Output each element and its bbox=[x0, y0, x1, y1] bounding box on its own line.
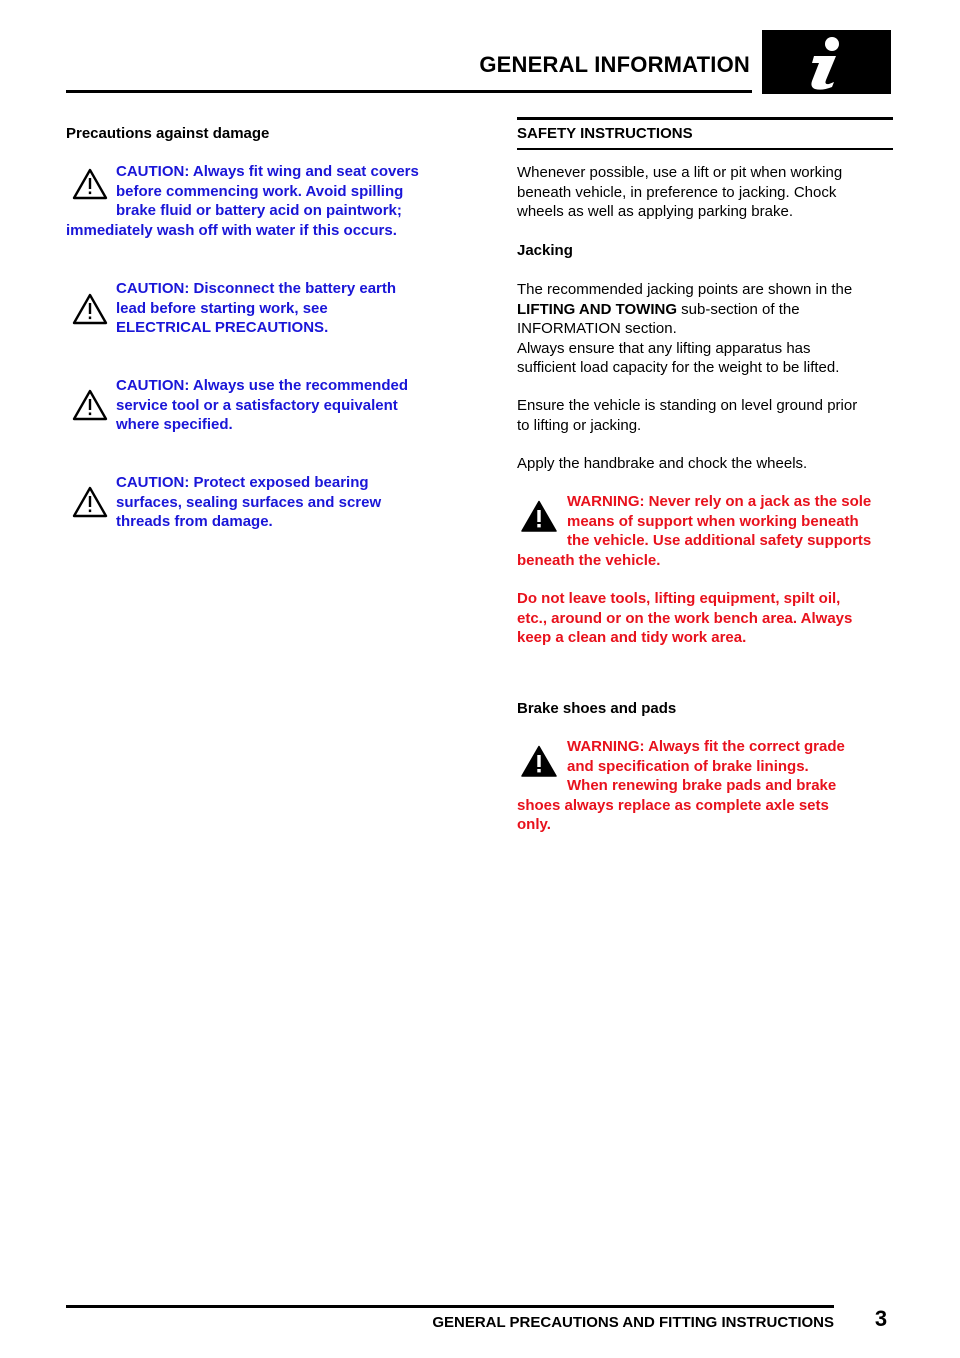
warning-1-line: beneath the vehicle. bbox=[517, 551, 661, 569]
caution-1-line: brake fluid or battery acid on paintwork; bbox=[116, 202, 402, 219]
brake-shoes-heading: Brake shoes and pads bbox=[517, 700, 677, 717]
lifting-towing-reference: LIFTING AND TOWING bbox=[517, 300, 677, 318]
caution-1-line: before commencing work. Avoid spilling bbox=[116, 182, 404, 200]
caution-4-line: surfaces, sealing surfaces and screw bbox=[116, 493, 382, 511]
text-line: wheels as well as applying parking brake. bbox=[517, 203, 793, 220]
text-line: The recommended jacking points are shown in the bbox=[517, 281, 853, 298]
warning-text-line: etc., around or on the work bench area. Always bbox=[517, 609, 853, 627]
jacking-paragraph-2 bbox=[517, 396, 897, 435]
section-rule-top bbox=[517, 117, 893, 120]
caution-3-line: CAUTION: Always use the recommended bbox=[116, 377, 409, 394]
warning-1-line: WARNING: Never rely on a jack as the sole bbox=[567, 493, 872, 510]
warning-2 bbox=[517, 737, 902, 835]
text-line: Whenever possible, use a lift or pit when working bbox=[517, 164, 843, 181]
caution-2-line: CAUTION: Disconnect the battery earth bbox=[116, 280, 397, 297]
text-line: to lifting or jacking. bbox=[517, 416, 642, 434]
text-line bbox=[517, 300, 897, 320]
section-rule-bottom bbox=[517, 148, 893, 150]
caution-4 bbox=[66, 473, 466, 532]
caution-2-line: lead before starting work, see bbox=[116, 299, 328, 317]
header-rule bbox=[66, 90, 752, 93]
caution-4-line: threads from damage. bbox=[116, 513, 273, 530]
page-number: 3 bbox=[874, 1306, 888, 1331]
caution-1 bbox=[66, 162, 466, 240]
text-line: Always ensure that any lifting apparatus has bbox=[517, 339, 811, 357]
text-line: sufficient load capacity for the weight to be lifted. bbox=[517, 359, 840, 376]
caution-1-line: CAUTION: Always fit wing and seat covers bbox=[116, 163, 419, 180]
page-header-title: GENERAL INFORMATION bbox=[479, 52, 750, 77]
warning-text-line: keep a clean and tidy work area. bbox=[517, 629, 747, 646]
caution-3-line: service tool or a satisfactory equivalent bbox=[116, 396, 398, 414]
footer-title: GENERAL PRECAUTIONS AND FITTING INSTRUCTIONS bbox=[432, 1314, 834, 1331]
warning-1-continued bbox=[517, 589, 902, 648]
jacking-paragraph-3: Apply the handbrake and chock the wheels. bbox=[517, 455, 808, 472]
safety-instructions-title: SAFETY INSTRUCTIONS bbox=[517, 125, 693, 142]
warning-2-line: and specification of brake linings. bbox=[567, 757, 809, 775]
caution-4-line: CAUTION: Protect exposed bearing bbox=[116, 474, 369, 491]
warning-2-line: When renewing brake pads and brake bbox=[567, 777, 837, 794]
caution-3 bbox=[66, 376, 466, 435]
text-line: beneath vehicle, in preference to jacking. Chock bbox=[517, 183, 837, 201]
warning-1-line: the vehicle. Use additional safety supports bbox=[567, 532, 872, 549]
text-line: INFORMATION section. bbox=[517, 320, 677, 337]
jacking-heading: Jacking bbox=[517, 242, 573, 259]
jacking-paragraph-1 bbox=[517, 280, 897, 378]
warning-2-line: WARNING: Always fit the correct grade bbox=[567, 738, 845, 755]
precautions-heading: Precautions against damage bbox=[66, 125, 270, 142]
warning-1 bbox=[517, 492, 902, 570]
warning-text-line: Do not leave tools, lifting equipment, spilt oil, bbox=[517, 590, 841, 607]
caution-2-line: ELECTRICAL PRECAUTIONS. bbox=[116, 319, 329, 336]
caution-3-line: where specified. bbox=[116, 416, 233, 433]
text-run: sub-section of the bbox=[676, 300, 800, 318]
warning-2-line: only. bbox=[517, 816, 551, 833]
text-line: Ensure the vehicle is standing on level ground prior bbox=[517, 397, 858, 414]
caution-1-line: immediately wash off with water if this occurs. bbox=[66, 221, 397, 239]
footer-rule bbox=[66, 1305, 834, 1308]
caution-2 bbox=[66, 279, 466, 338]
info-icon bbox=[762, 30, 891, 94]
warning-2-line: shoes always replace as complete axle sets bbox=[517, 796, 829, 814]
safety-intro bbox=[517, 163, 897, 222]
warning-1-line: means of support when working beneath bbox=[567, 512, 859, 530]
